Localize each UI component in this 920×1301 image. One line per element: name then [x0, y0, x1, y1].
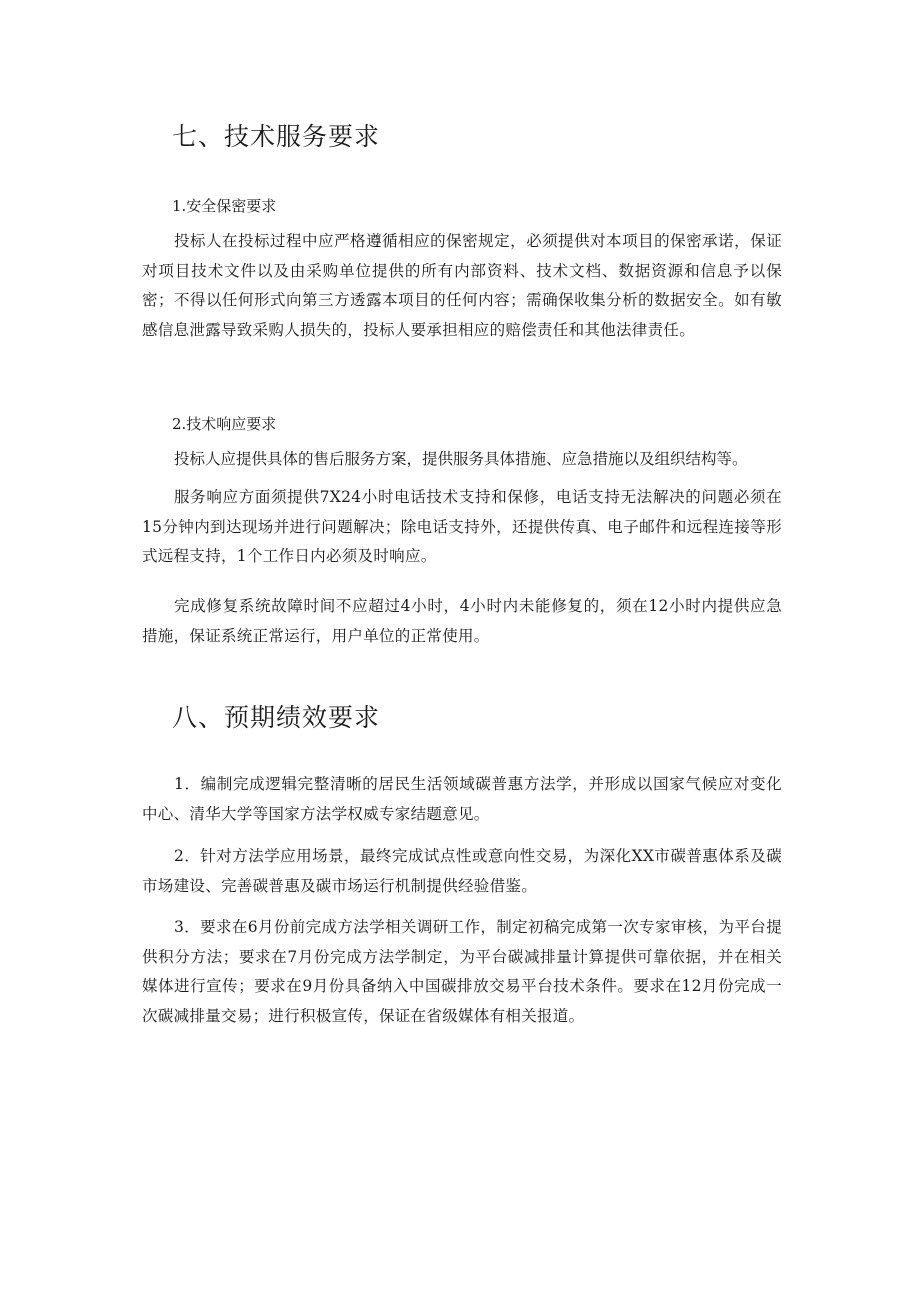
section-8-item-2: 2．针对方法学应用场景，最终完成试点性或意向性交易，为深化XX市碳普惠体系及碳市场建设、完善碳普惠及碳市场运行机制提供经验借鉴。: [142, 847, 782, 895]
section-8-item-1: 1．编制完成逻辑完整清晰的居民生活领域碳普惠方法学，并形成以国家气候应对变化中心、清华大学等国家方法学权威专家结题意见。: [142, 775, 782, 823]
section-7-paragraph-service-plan: 投标人应提供具体的售后服务方案，提供服务具体措施、应急措施以及组织结构等。: [174, 450, 748, 468]
section-7-heading: 七、技术服务要求: [172, 122, 381, 151]
section-7-paragraph-repair-time: 完成修复系统故障时间不应超过4小时，4小时内未能修复的，须在12小时内提供应急措施，保证系统正常运行，用户单位的正常使用。: [142, 597, 782, 645]
section-8-item-3: 3．要求在6月份前完成方法学相关调研工作，制定初稿完成第一次专家审核，为平台提供积分方法；要求在7月份完成方法学制定，为平台碳减排量计算提供可靠依据，并在相关媒体进行宣传；要求在9月份具备纳入中国碳排放交易平台技术条件。要求在12月份完成一次碳减排量交易；进行积极宣传，保证在省级媒体有相关报道。: [142, 918, 782, 1025]
section-7-subheading-security: 1.安全保密要求: [172, 197, 277, 215]
section-7-paragraph-security: 投标人在投标过程中应严格遵循相应的保密规定，必须提供对本项目的保密承诺，保证对项目技术文件以及由采购单位提供的所有内部资料、技术文档、数据资源和信息予以保密；不得以任何形式向第三方透露本项目的任何内容；需确保收集分析的数据安全。如有敏感信息泄露导致采购人损失的，投标人要承担相应的赔偿责任和其他法律责任。: [142, 232, 782, 339]
section-7-paragraph-response-time: 服务响应方面须提供7X24小时电话技术支持和保修，电话支持无法解决的问题必须在15分钟内到达现场并进行问题解决；除电话支持外，还提供传真、电子邮件和远程连接等形式远程支持，1个工作日内必须及时响应。: [142, 488, 782, 565]
section-7-subheading-response: 2.技术响应要求: [172, 415, 277, 433]
section-8-heading: 八、预期绩效要求: [172, 703, 381, 732]
